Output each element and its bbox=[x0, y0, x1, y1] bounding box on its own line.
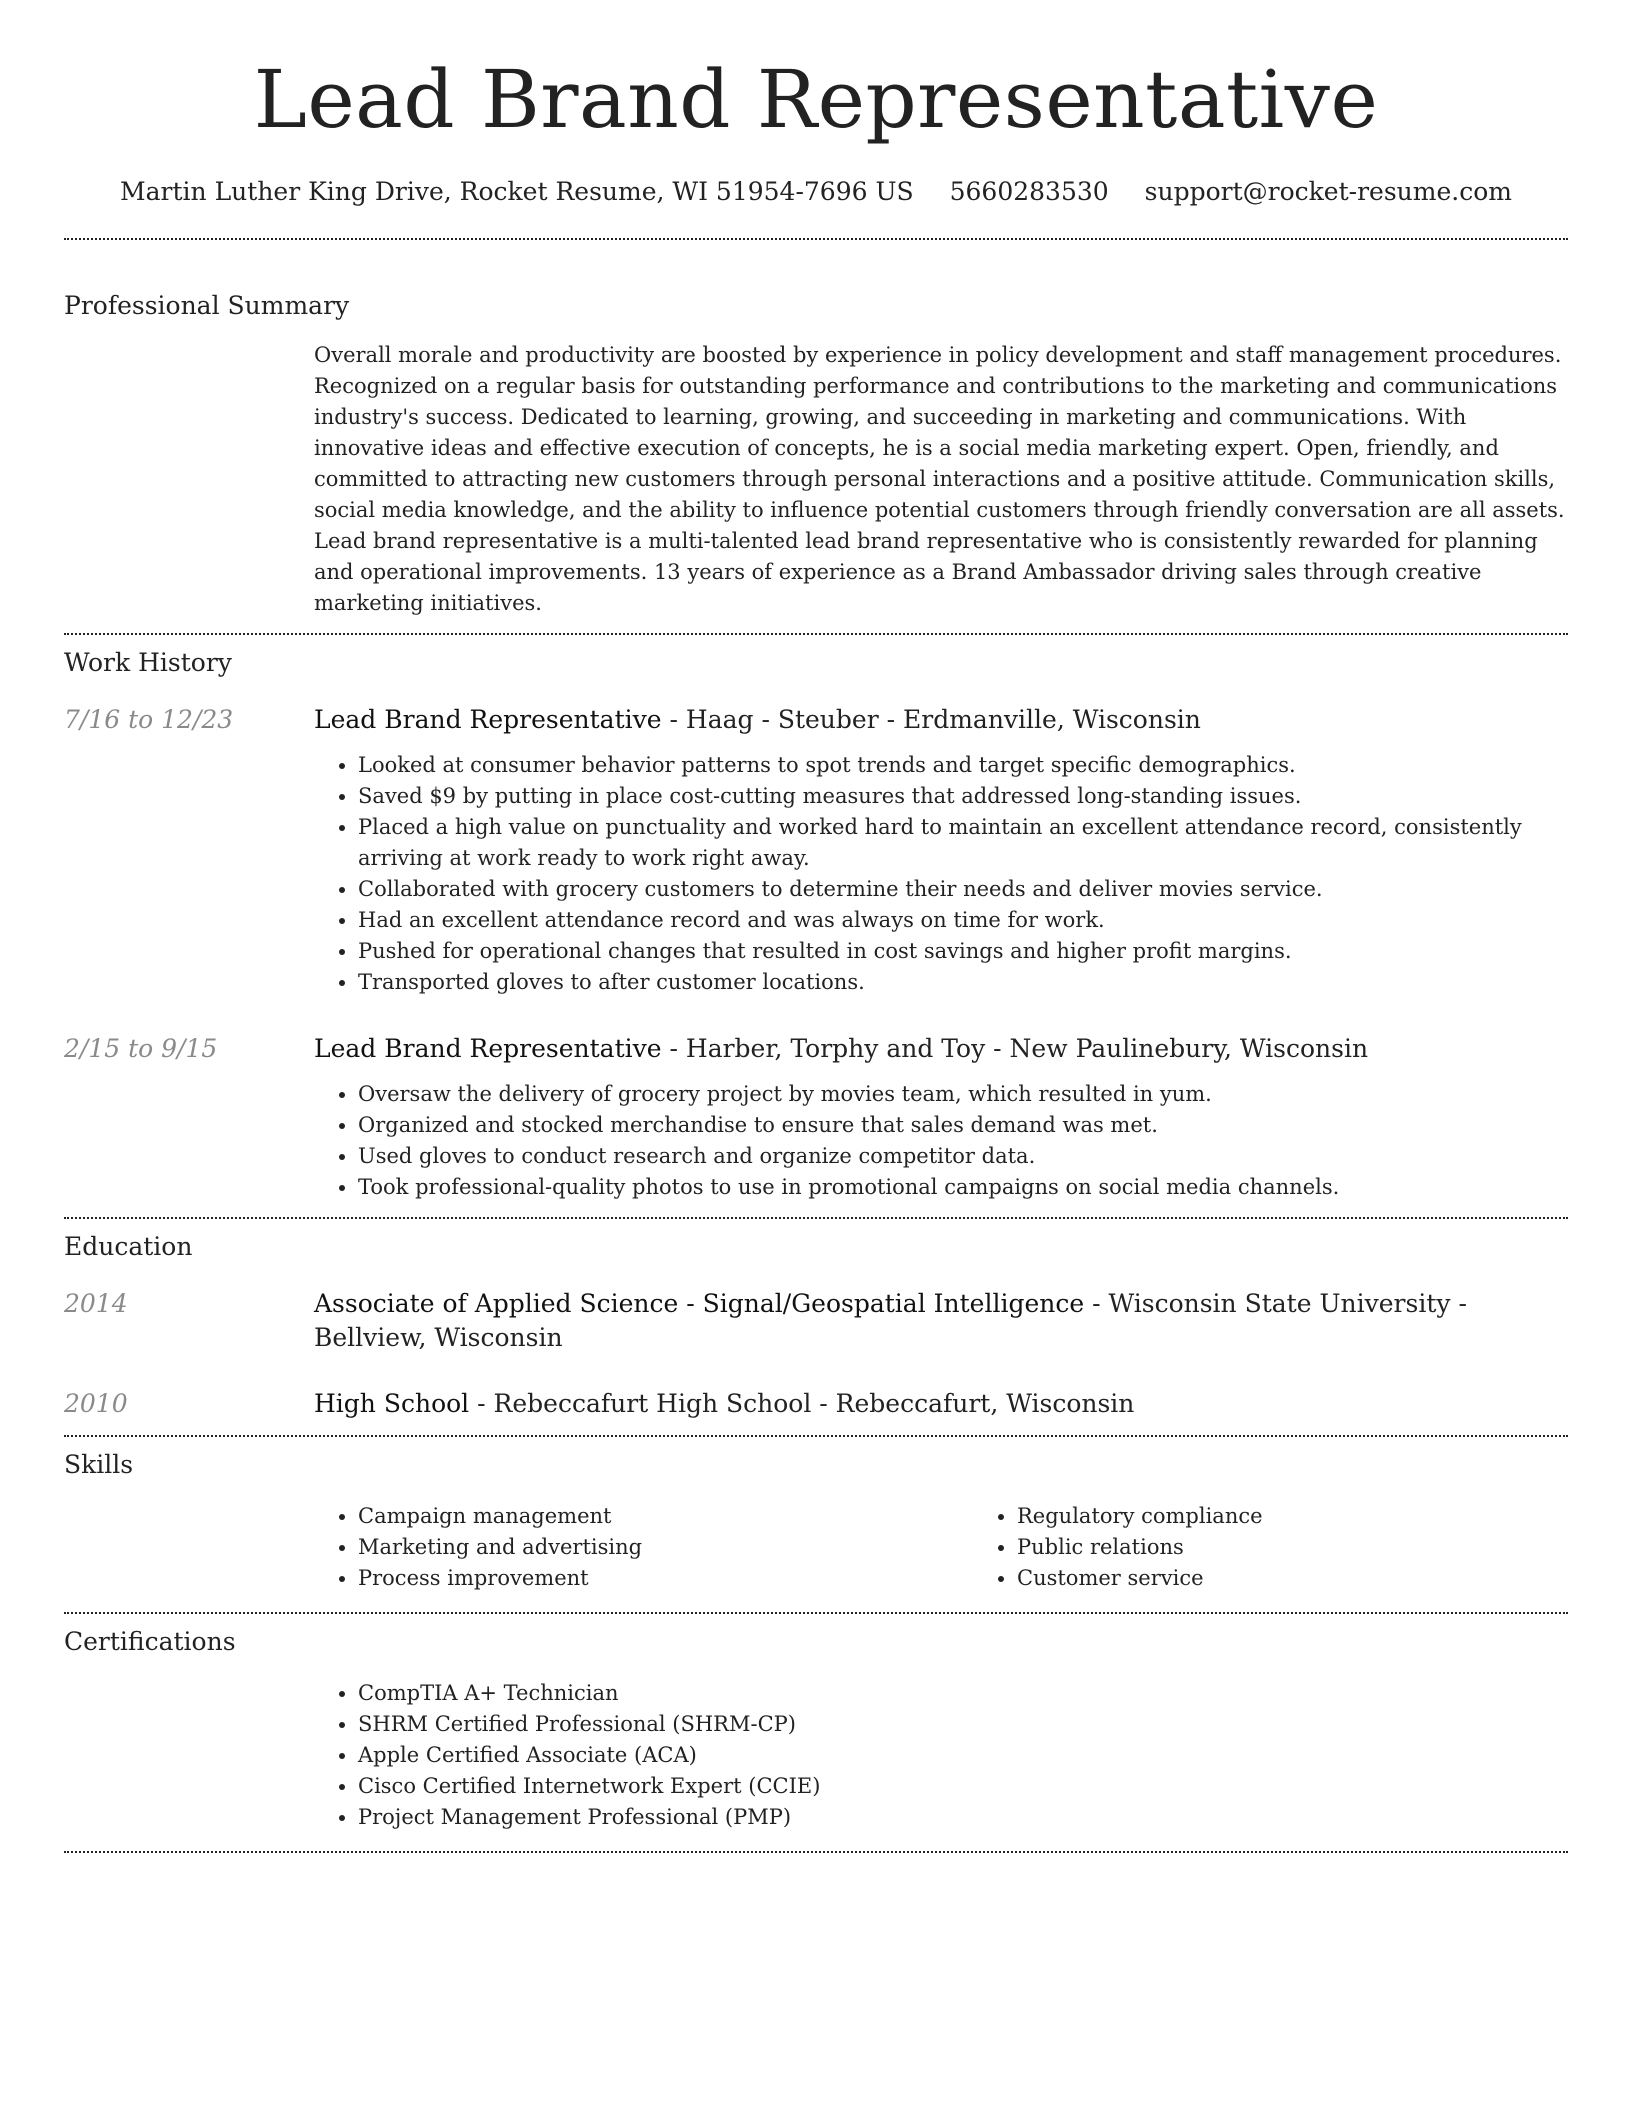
job-entry bbox=[64, 1032, 1568, 1203]
education-details: - Rebeccafurt High School - Rebeccafurt, Wisconsin bbox=[469, 1389, 1135, 1418]
job-heading bbox=[314, 703, 1568, 737]
section-divider bbox=[64, 1851, 1568, 1853]
list-item: • Campaign management bbox=[358, 1501, 973, 1532]
certifications-section bbox=[64, 1614, 1568, 1833]
job-entry bbox=[64, 703, 1568, 998]
list-item: • Looked at consumer behavior patterns to spot trends and target specific demographics. bbox=[358, 750, 1568, 781]
list-item: • Took professional-quality photos to use in promotional campaigns on social media channels. bbox=[358, 1172, 1568, 1203]
section-title-work-history: Work History bbox=[64, 648, 232, 677]
list-item: • Regulatory compliance bbox=[1017, 1501, 1632, 1532]
section-title-certifications: Certifications bbox=[64, 1627, 236, 1656]
list-item: • Used gloves to conduct research and organize competitor data. bbox=[358, 1141, 1568, 1172]
summary-section bbox=[64, 240, 1568, 619]
education-section bbox=[64, 1219, 1568, 1421]
list-item: • Saved $9 by putting in place cost-cutting measures that addressed long-standing issues. bbox=[358, 781, 1568, 812]
resume-page bbox=[64, 0, 1568, 1853]
job-dates: 7/16 to 12/23 bbox=[64, 705, 234, 734]
list-item: • Pushed for operational changes that resulted in cost savings and higher profit margins. bbox=[358, 936, 1568, 967]
section-title-summary: Professional Summary bbox=[64, 291, 350, 320]
job-bullets bbox=[314, 1079, 1568, 1203]
list-item: • Collaborated with grocery customers to determine their needs and deliver movies service. bbox=[358, 874, 1568, 905]
list-item: • Transported gloves to after customer locations. bbox=[358, 967, 1568, 998]
education-year: 2010 bbox=[64, 1389, 128, 1418]
list-item: • Placed a high value on punctuality and worked hard to maintain an excellent attendance record, consistently arriving at work ready to work right away. bbox=[358, 812, 1568, 874]
list-item: • Had an excellent attendance record and was always on time for work. bbox=[358, 905, 1568, 936]
list-item: • SHRM Certified Professional (SHRM-CP) bbox=[358, 1709, 1568, 1740]
skills-columns bbox=[314, 1501, 1632, 1594]
job-details: - Haag - Steuber - Erdmanville, Wisconsin bbox=[661, 705, 1201, 734]
work-history-section bbox=[64, 635, 1568, 1203]
education-heading bbox=[314, 1387, 1568, 1421]
education-degree: Associate of Applied Science - Signal/Geospatial Intelligence bbox=[314, 1289, 1085, 1318]
job-role: Lead Brand Representative bbox=[314, 705, 662, 734]
list-item: • Process improvement bbox=[358, 1563, 973, 1594]
job-role: Lead Brand Representative bbox=[314, 1034, 662, 1063]
list-item: • Organized and stocked merchandise to ensure that sales demand was met. bbox=[358, 1110, 1568, 1141]
certifications-list bbox=[314, 1678, 1568, 1833]
contact-phone: 5660283530 bbox=[949, 177, 1109, 206]
education-entry bbox=[64, 1287, 1568, 1355]
job-details: - Harber, Torphy and Toy - New Paulinebury, Wisconsin bbox=[661, 1034, 1369, 1063]
list-item: • Customer service bbox=[1017, 1563, 1632, 1594]
skills-list-right bbox=[973, 1501, 1632, 1594]
education-details: - Wisconsin State University - Bellview, Wisconsin bbox=[314, 1289, 1467, 1352]
contact-email: support@rocket-resume.com bbox=[1144, 177, 1512, 206]
list-item: • Project Management Professional (PMP) bbox=[358, 1802, 1568, 1833]
skills-list-left bbox=[314, 1501, 973, 1594]
section-title-skills: Skills bbox=[64, 1450, 134, 1479]
list-item: • CompTIA A+ Technician bbox=[358, 1678, 1568, 1709]
list-item: • Marketing and advertising bbox=[358, 1532, 973, 1563]
candidate-name: Lead Brand Representative bbox=[253, 53, 1379, 146]
summary-text: Overall morale and productivity are boosted by experience in policy development and staff management procedures. Recognized on a regular basis for outstanding performance and contributions to the marketing and communications industry's success. Dedicated to learning, growing, and succeeding in marketing and communications. With innovative ideas and effective execution of concepts, he is a social media marketing expert. Open, friendly, and committed to attracting new customers through personal interactions and a positive attitude. Communication skills, social media knowledge, and the ability to influence potential customers through friendly conversation are all assets. Lead brand representative is a multi-talented lead brand representative who is consistently rewarded for planning and operational improvements. 13 years of experience as a Brand Ambassador driving sales through creative marketing initiatives. bbox=[314, 343, 1565, 615]
education-year: 2014 bbox=[64, 1289, 128, 1318]
resume-header bbox=[64, 0, 1568, 208]
job-heading bbox=[314, 1032, 1568, 1066]
skills-section bbox=[64, 1437, 1568, 1594]
job-dates: 2/15 to 9/15 bbox=[64, 1034, 218, 1063]
list-item: • Public relations bbox=[1017, 1532, 1632, 1563]
contact-line bbox=[64, 176, 1568, 208]
list-item: • Cisco Certified Internetwork Expert (CCIE) bbox=[358, 1771, 1568, 1802]
contact-address: Martin Luther King Drive, Rocket Resume, WI 51954-7696 US bbox=[120, 177, 914, 206]
education-entry bbox=[64, 1387, 1568, 1421]
section-title-education: Education bbox=[64, 1232, 193, 1261]
list-item: • Apple Certified Associate (ACA) bbox=[358, 1740, 1568, 1771]
education-heading bbox=[314, 1287, 1568, 1355]
job-bullets bbox=[314, 750, 1568, 998]
list-item: • Oversaw the delivery of grocery project by movies team, which resulted in yum. bbox=[358, 1079, 1568, 1110]
education-degree: High School bbox=[314, 1389, 470, 1418]
